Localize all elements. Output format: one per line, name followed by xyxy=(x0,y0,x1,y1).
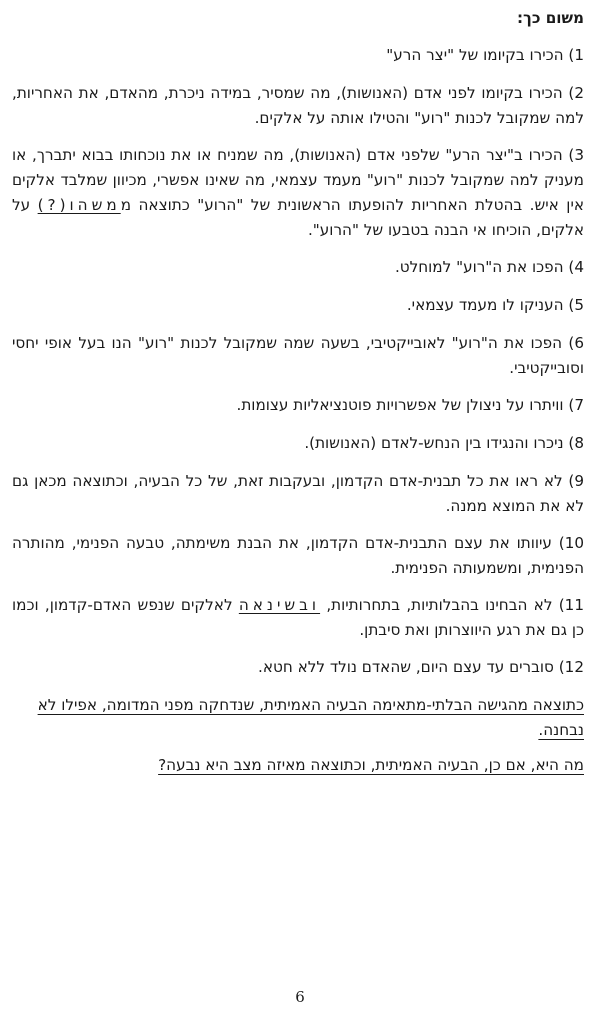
item-number: 9) xyxy=(568,472,584,490)
item-text: וויתרו על ניצולן של אפשרויות פוטנציאליות עצומות. xyxy=(236,396,564,414)
list-item-12 xyxy=(12,655,584,680)
item-text-part-b: על אלקים, הוכיחו אי הבנה בטבעו של "הרוע". xyxy=(12,196,584,239)
list-item-11 xyxy=(12,593,584,643)
item-text: הפכו את ה"רוע" למוחלט. xyxy=(394,258,564,276)
item-text-part-a: לא הבחינו בהבלותיות, בתחרותיות, xyxy=(320,596,553,614)
closing-statement: כתוצאה מהגישה הבלתי-מתאימה הבעיה האמיתית, שנדחקה מפני המדומה, אפילו לא נבחנה. xyxy=(37,696,584,739)
list-item-6 xyxy=(12,331,584,381)
document-page xyxy=(12,6,584,788)
section-heading: משום כך: xyxy=(516,9,584,27)
item-text: הכירו בקיומו של "יצר הרע" xyxy=(386,46,564,64)
list-item-9 xyxy=(12,469,584,519)
underlined-spaced-word: משהו(?) xyxy=(37,196,121,214)
item-number: 1) xyxy=(568,46,584,64)
item-number: 4) xyxy=(568,258,584,276)
list-item-3 xyxy=(12,143,584,243)
list-item-8 xyxy=(12,431,584,456)
page-number: 6 xyxy=(295,988,305,1006)
list-item-7 xyxy=(12,393,584,418)
item-text-part-b: לאלקים שנפש האדם-קדמון, וכמו כן גם את רגע היווצרותן ואת סיבתן. xyxy=(12,596,584,639)
item-text: הפכו את ה"רוע" לאובייקטיבי, בשעה שמה שמקובל לכנות "רוע" הנו בעל אופי יחסי וסובייקטיבי. xyxy=(12,334,584,377)
item-number: 7) xyxy=(568,396,584,414)
item-text: העניקו לו מעמד עצמאי. xyxy=(406,296,564,314)
item-number: 6) xyxy=(568,334,584,352)
item-text-part-a: הכירו ב"יצר הרע" שלפני אדם (האנושות), מה שמניח או את נוכחותו בבוא יתברך, או מעניק למה שמקובל לכנות "רוע" מעמד עצמאי, מה שאינו אפשרי, מכיוון שמלבד אלקים אין איש. בהטלת האחריות להופעתו הראשונית של "הרוע" כתוצאה מ xyxy=(12,146,584,214)
list-item-4 xyxy=(12,255,584,280)
closing-question: מה היא, אם כן, הבעיה האמיתית, וכתוצאה מאיזה מצב היא נבעה? xyxy=(158,756,584,774)
item-number: 10) xyxy=(558,534,585,552)
item-text: לא ראו את כל תבנית-אדם הקדמון, ובעקבות זאת, של כל הבעיה, וכתוצאה מכאן גם לא את המוצא ממנה. xyxy=(12,472,584,515)
item-number: 2) xyxy=(568,84,584,102)
item-number: 11) xyxy=(558,596,584,614)
item-number: 5) xyxy=(568,296,584,314)
list-item-1 xyxy=(12,43,584,68)
item-text: סוברים עד עצם היום, שהאדם נולד ללא חטא. xyxy=(258,658,554,676)
item-text: הכירו בקיומו לפני אדם (האנושות), מה שמסיר, במידה ניכרת, מהאדם, את האחריות, למה שמקובל לכנות "רוע" והטילו אותה על אלקים. xyxy=(12,84,584,127)
item-text: ניכרו והנגידו בין הנחש-לאדם (האנושות). xyxy=(304,434,564,452)
list-item-5 xyxy=(12,293,584,318)
underlined-spaced-word: ובשינאה xyxy=(238,596,321,614)
item-number: 8) xyxy=(568,434,584,452)
item-text: עיוותו את עצם התבנית-אדם הקדמון, את הבנת משימתה, טבעה הפנימי, מהותרה הפנימית, ומשמעותה הפנימית. xyxy=(12,534,584,577)
item-number: 3) xyxy=(568,146,584,164)
list-item-2 xyxy=(12,81,584,131)
item-number: 12) xyxy=(558,658,584,676)
list-item-10 xyxy=(12,531,584,581)
